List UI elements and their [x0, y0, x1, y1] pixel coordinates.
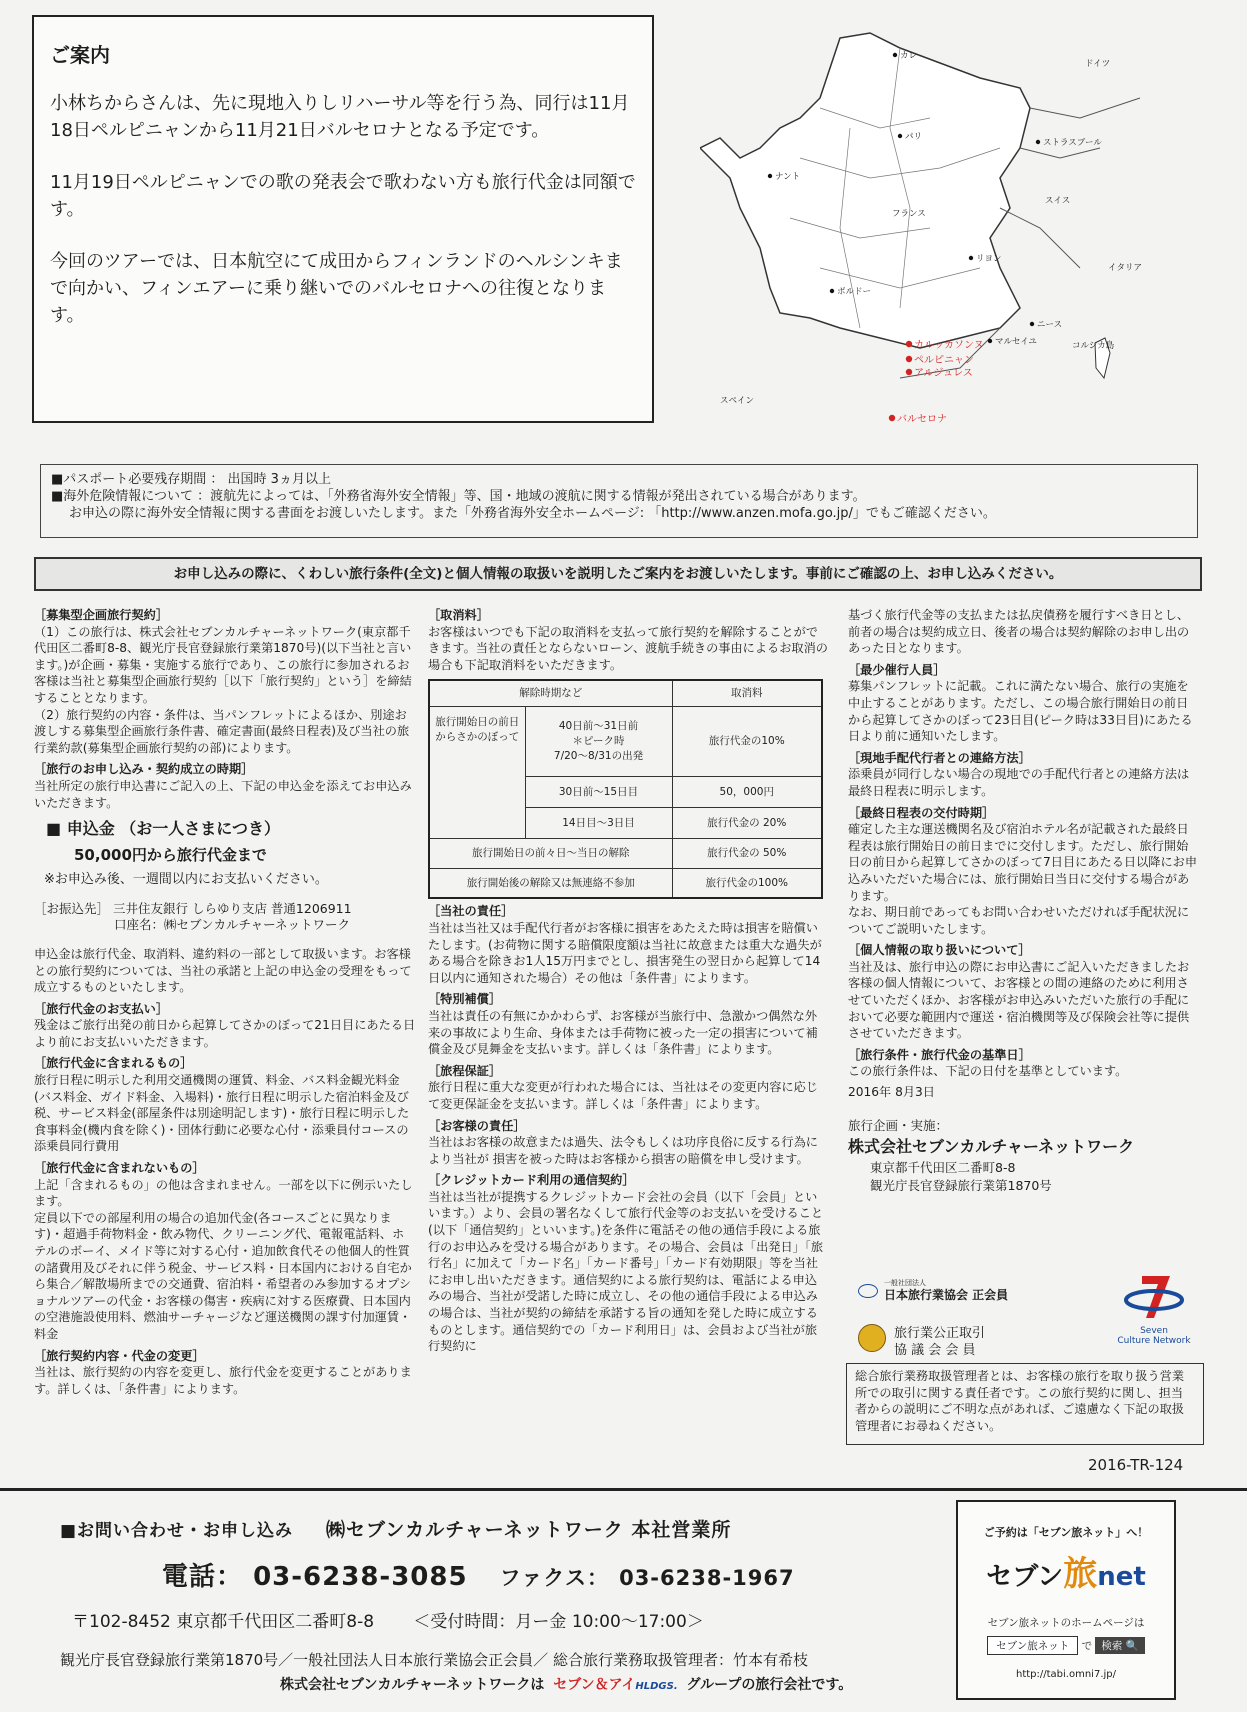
organizer-label: 旅行企画・実施：	[848, 1117, 949, 1133]
seven-logo-text: Culture Network	[1117, 1336, 1191, 1346]
table-cell: 14日目～3日目	[525, 807, 672, 838]
table-cell-line: ＊ピーク時	[572, 734, 625, 747]
tabi-brand-text: 旅	[1063, 1554, 1098, 1594]
section-heading: ［最終日程表の交付時期］	[848, 805, 995, 820]
passport-info	[40, 464, 1198, 538]
section-text: 当社は当社が提携するクレジットカード会社の会員（以下「会員」といいます。）より、会員の署名なくして旅行代金等のお支払いを受けること(以下「通信契約」といいます。)を条件に電話その他の通信手段による旅行のお申込みを受ける場合があります。その場合、会員は「出発日」「旅行名」に加えて「カード名」「カード番号」「カード有効期限」等を当社にお申し出いただきます。通信契約による旅行契約は、電話による申込みの場合、当社が受諾した時に成立し、その他の通信手段による申込みの場合は、当社が契約の締結を承諾する旨の通知を発した時に成立するものとします。通信契約での「カード利用日」は、会員および当社が旅行契約に	[428, 1189, 824, 1354]
jata-small-text: 一般社団法人	[884, 1279, 926, 1287]
seven-i-logo-text: セブン＆アイ	[553, 1677, 636, 1693]
deposit-heading: ■ 申込金 （お一人さまにつき）	[46, 819, 280, 839]
section-heading: ［クレジットカード利用の通信契約］	[428, 1173, 635, 1188]
table-cell: 旅行代金の100%	[672, 868, 822, 898]
deposit-amount: 50,000円から旅行代金まで	[74, 846, 267, 865]
conditions-banner: お申し込みの際に、くわしい旅行条件(全文)と個人情報の取扱いを説明したご案内をお渡しいたします。事前にご確認の上、お申し込みください。	[34, 557, 1202, 591]
city-label: パリ	[905, 132, 923, 142]
section-heading: ［取消料］	[428, 608, 489, 622]
notice-paragraph: 小林ちからさんは、先に現地入りしリハーサル等を行う為、同行は11月18日ペルピニャンから11月21日バルセロナとなる予定です。	[50, 93, 630, 141]
city-label: ナント	[775, 172, 801, 182]
contact-office: ㈱セブンカルチャーネットワーク 本社営業所	[325, 1519, 732, 1541]
table-cell: 30日前～15日目	[525, 776, 672, 807]
footer-text: 株式会社セブンカルチャーネットワークは	[280, 1677, 545, 1693]
tabi-search-label: 検索	[1101, 1640, 1123, 1652]
section-text: 当社はお客様の故意または過失、法令もしくは功序良俗に反する行為により当社が 損害を被った時はお客様から損害の賠償を申し受けます。	[428, 1135, 818, 1166]
city-label: リヨン	[976, 254, 1002, 264]
route-city-label: バルセロナ	[897, 414, 947, 425]
terms-column-3	[848, 607, 1200, 1195]
terms-column-2	[428, 607, 828, 1355]
tabi-brand-text: net	[1097, 1562, 1146, 1592]
tabi-hp-text: セブン旅ネットのホームページは	[987, 1617, 1145, 1629]
organizer-registration: 観光庁長官登録旅行業第1870号	[870, 1177, 1052, 1193]
section-heading: ［お客様の責任］	[428, 1118, 526, 1133]
city-label: ストラスブール	[1043, 138, 1102, 148]
table-cell-line: 7/20～8/31の出発	[553, 749, 644, 762]
fair-trade-icon	[858, 1324, 886, 1352]
section-heading: ［特別補償］	[428, 992, 502, 1007]
table-cell: 旅行代金の10%	[672, 706, 822, 776]
notice-title: ご案内	[50, 43, 110, 67]
country-label: スペイン	[720, 396, 755, 406]
contact-hours: ＜受付時間：月ー金 10:00～17:00＞	[413, 1612, 704, 1632]
route-labels	[889, 339, 984, 425]
fax-number: 03-6238-1967	[619, 1566, 795, 1590]
route-city-label: ペルピニャン	[914, 355, 974, 366]
section-heading: ［現地手配代行者との連絡方法］	[848, 750, 1031, 765]
tabi-url[interactable]: http://tabi.omni7.jp/	[1016, 1669, 1116, 1680]
organizer-address: 東京都千代田区二番町8-8	[870, 1159, 1016, 1175]
table-cell: 旅行開始日の前々日～当日の解除	[429, 838, 672, 868]
notice-paragraph: 今回のツアーでは、日本航空にて成田からフィンランドのヘルシンキまで向かい、フィンエアーに乗り継いでのバルセロナへの往復となります。	[50, 251, 623, 326]
section-heading: ［旅行代金に含まれるもの］	[34, 1056, 193, 1071]
section-text: 当社は当社又は手配代行者がお客様に損害をあたえた時は損害を賠償いたします。(お荷物に関する賠償限度額は当社に故意または重大な過失がある場合を除きお1人15万円までとし、損害発生の翌日から起算して14日以内に通知された場合）その他は「条件書」によります。	[428, 920, 822, 985]
section-text: （1）この旅行は、株式会社セブンカルチャーネットワーク(東京都千代田区二番町8-8、観光庁長官登録旅行業第1870号)(以下当社と言います。)が企画・募集・実施する旅行であり、この旅行に参加されるお客様は当社と募集型企画旅行契約［以下「旅行契約」という］を締結することとなります。	[34, 624, 412, 705]
tabi-brand	[958, 1546, 1174, 1595]
table-cell: 旅行開始後の解除又は無連絡不参加	[429, 868, 672, 898]
footer-text: グループの旅行会社です。	[686, 1677, 853, 1693]
footer-line	[280, 1674, 852, 1694]
bank-line: ［お振込先］ 三井住友銀行 しらゆり支店 普通1206911	[34, 900, 352, 916]
jata-logo	[858, 1278, 1068, 1308]
section-heading: ［旅行契約内容・代金の変更］	[34, 1348, 205, 1363]
section-text: 当社は、旅行契約の内容を変更し、旅行代金を変更することがあります。詳しくは、「条件書」によります。	[34, 1365, 412, 1396]
tabi-search-button[interactable]	[1095, 1637, 1144, 1654]
section-text: 確定した主な運送機関名及び宿泊ホテル名が記載された最終日程表は旅行開始日の前日までに交付します。ただし、旅行開始日の前日から起算してさかのぼって7日目にあたる日以降にお申込みいただいた場合には、旅行開始日当日に交付する場合があります。	[848, 822, 1198, 903]
section-heading: ［旅程保証］	[428, 1063, 502, 1078]
city-label: マルセイユ	[995, 337, 1037, 347]
terms-column-1	[34, 607, 416, 1397]
table-cell: 50，000円	[672, 776, 822, 807]
section-text: 定員以下での部屋利用の場合の追加代金(各コースごとに異なります)・超過手荷物料金・飲み物代、クリーニング代、電報電話料、ホテルのボーイ、メイド等に対する心付・追加飲食代その他個人的性質の諸費用及びそれに伴う税金、サービス料・日本国内における自宅から集合／解散場所までの交通費、宿泊料・希望者のみ参加するオプショナルツアーの代金・お客様の傷害・疾病に対する医療費、日本国内の空港施設使用料、燃油サーチャージなど運送機関の課す付加運賃・料金	[34, 1210, 412, 1341]
deposit-note: ※お申込み後、一週間以内にお支払いください。	[44, 872, 328, 888]
table-cell: 旅行開始日の前日からさかのぼって	[429, 706, 525, 838]
country-label: コルシカ島	[1072, 341, 1115, 351]
member-logos	[858, 1278, 1198, 1358]
cancellation-table	[428, 679, 823, 899]
base-date: 2016年 8月3日	[848, 1085, 935, 1100]
table-header: 取消料	[672, 680, 822, 706]
section-text: なお、期日前であってもお問い合わせいただければ手配状況についてご説明いたします。	[848, 905, 1190, 936]
seven-tabi-net-box	[956, 1500, 1176, 1700]
tabi-search-de: で	[1081, 1640, 1093, 1652]
notice-paragraph: 11月19日ペルピニャンでの歌の発表会で歌わない方も旅行代金は同額です。	[50, 172, 636, 220]
france-outline	[700, 33, 1030, 348]
tel-label: 電話：	[162, 1562, 244, 1592]
city-label: カレ	[900, 51, 918, 61]
table-header: 解除時期など	[429, 680, 672, 706]
country-label: イタリア	[1108, 263, 1143, 273]
divider	[0, 1488, 1247, 1491]
seven-logo-icon	[1124, 1272, 1184, 1322]
table-cell	[525, 706, 672, 776]
contact-phones	[60, 1556, 920, 1593]
city-label: ボルドー	[837, 287, 872, 297]
section-heading: ［当社の責任］	[428, 904, 514, 919]
section-heading: ［旅行代金に含まれないもの］	[34, 1161, 205, 1176]
manager-note: 総合旅行業務取扱管理者とは、お客様の旅行を取り扱う営業所での取引に関する責任者です。この旅行契約に関し、担当者からの説明にご不明な点があれば、ご遠慮なく下記の取扱管理者にお尋ねください。	[846, 1363, 1204, 1445]
section-text: 申込金は旅行代金、取消料、違約料の一部として取扱います。お客様との旅行契約については、当社の承諾と上記の申込金の受理をもって成立するものといたします。	[34, 946, 412, 995]
route-city-label: アルジュレス	[914, 368, 973, 379]
tabi-tagline: ご予約は「セブン旅ネット」へ！	[983, 1526, 1149, 1539]
tabi-search-input[interactable]: セブン旅ネット	[987, 1636, 1078, 1655]
section-heading: ［旅行条件・旅行代金の基準日］	[848, 1047, 1031, 1062]
france-map	[700, 8, 1245, 433]
fair-trade-text: 協 議 会 会 員	[894, 1343, 976, 1358]
section-text: 残金はご旅行出発の前日から起算してさかのぼって21日目にあたる日より前にお支払いいただきます。	[34, 1018, 416, 1049]
tabi-brand-text: セブン	[986, 1562, 1064, 1592]
table-cell-line: 40日前～31日前	[558, 719, 639, 732]
section-text: 添乗員が同行しない場合の現地での手配代行者との連絡方法は最終日程表に明示します。	[848, 767, 1190, 798]
organizer-name: 株式会社セブンカルチャーネットワーク	[848, 1136, 1135, 1156]
passport-line: お申込の際に海外安全情報に関する書面をお渡しいたします。また「外務省海外安全ホームページ: 「http://www.anzen.mofa.go.jp/」でもご確認ください。	[69, 506, 996, 521]
route-city-label: カルッカソンヌ	[914, 340, 984, 351]
section-text: お客様はいつでも下記の取消料を支払って旅行契約を解除することができます。当社の責任とならないローン、渡航手続きの事由によるお取消の場合も下記取消料をいただきます。	[428, 624, 828, 672]
contact-heading	[60, 1515, 920, 1542]
contact-address-line	[60, 1607, 920, 1632]
tabi-search-row	[958, 1636, 1174, 1655]
table-cell: 旅行代金の 20%	[672, 807, 822, 838]
fair-trade-text: 旅行業公正取引	[894, 1326, 986, 1341]
contact-block	[60, 1515, 920, 1670]
table-cell: 旅行代金の 50%	[672, 838, 822, 868]
bank-info	[34, 901, 416, 934]
passport-line: ■海外危険情報について ：渡航先によっては、「外務省海外安全情報」等、国・地域の渡航に関する情報が発出されている場合があります。	[51, 489, 866, 504]
seven-culture-logo	[1110, 1272, 1198, 1352]
document-code: 2016-TR-124	[1088, 1456, 1184, 1474]
passport-line: ■パスポート必要残存期間 ： 出国時 3ヵ月以上	[51, 472, 331, 487]
section-heading: ［旅行代金のお支払い］	[34, 1001, 169, 1016]
section-heading: ［個人情報の取り扱いについて］	[848, 943, 1031, 958]
section-heading: ［旅行のお申し込み・契約成立の時期］	[34, 762, 254, 777]
section-text: 旅行日程に明示した利用交通機関の運賃、料金、バス料金観光料金(バス料金、ガイド料金、入場料)・旅行日程に明示した宿泊料金及び税、サービス料金(部屋条件は別途明記します)・旅行日程に明示した食事料金(機内食を除く)・団体行動に必要な心付・添乗員付コースの添乗員同行費用	[34, 1073, 410, 1154]
city-label: ニース	[1037, 320, 1063, 330]
section-heading: ［募集型企画旅行契約］	[34, 608, 169, 622]
contact-address: 〒102-8452 東京都千代田区二番町8-8	[72, 1612, 375, 1632]
section-text: 当社は責任の有無にかかわらず、お客様が当旅行中、急激かつ偶然な外来の事故により生命、身体または手荷物に被った一定の損害について補償金及び見舞金を支払います。詳しくは「条件書」によります。	[428, 1008, 818, 1057]
jata-icon	[858, 1284, 878, 1298]
country-label: フランス	[892, 209, 926, 219]
contact-registration: 観光庁長官登録旅行業第1870号／一般社団法人日本旅行業協会正会員／ 総合旅行業務取扱管理者：竹本有希枝	[60, 1651, 808, 1669]
notice-box	[32, 15, 654, 423]
contact-label: ■お問い合わせ・お申し込み	[60, 1521, 294, 1541]
section-text: （2）旅行契約の内容・条件は、当パンフレットによるほか、別途お渡しする募集型企画旅行条件書、確定書面(最終日程表)及び当社の旅行業約款(募集型企画旅行契約の部)によります。	[34, 707, 410, 755]
tel-number[interactable]: 03-6238-3085	[253, 1562, 468, 1592]
section-text: 旅行日程に重大な変更が行われた場合には、当社はその変更内容に応じて変更保証金を支払います。詳しくは「条件書」によります。	[428, 1080, 818, 1111]
bank-line: 口座名：㈱セブンカルチャーネットワーク	[114, 917, 351, 933]
section-text: 上記「含まれるもの」の他は含まれません。一部を以下に例示いたします。	[34, 1177, 413, 1209]
fax-label: ファクス：	[499, 1566, 610, 1590]
organizer-block	[848, 1117, 1200, 1195]
section-text: 当社所定の旅行申込書にご記入の上、下記の申込金を添えてお申込みいただきます。	[34, 778, 412, 810]
country-label: スイス	[1045, 196, 1071, 206]
section-text: 募集パンフレットに記載。これに満たない場合、旅行の実施を中止することがあります。ただし、この場合旅行開始日の前日から起算してさかのぼって23日目(ピーク時は33日目)にあたる日より前に通知いたします。	[848, 679, 1193, 744]
seven-i-logo	[553, 1677, 677, 1693]
seven-logo-text: Seven	[1140, 1326, 1168, 1336]
section-text: 基づく旅行代金等の支払または払戻債務を履行すべき日とし、前者の場合は契約成立日、後者の場合は契約解除のお申し出のあった日となります。	[848, 608, 1190, 656]
search-icon: 🔍	[1125, 1640, 1139, 1652]
jata-text: 日本旅行業協会 正会員	[884, 1288, 1009, 1302]
section-heading: ［最少催行人員］	[848, 662, 946, 677]
section-text: この旅行条件は、下記の日付を基準としています。	[848, 1064, 1128, 1079]
section-text: 当社及は、旅行申込の際にお申込書にご記入いただきましたお客様の個人情報について、お客様との間の連絡のために利用させていただくほか、お客様がお申込みいただいた旅行の手配において必要な範囲内で運送・宿泊機関等及び保険会社等に提供させていただきます。	[848, 959, 1190, 1041]
seven-i-logo-text: HLDGS.	[635, 1681, 678, 1692]
country-label: ドイツ	[1085, 59, 1111, 69]
fair-trade-logo	[858, 1322, 1058, 1358]
